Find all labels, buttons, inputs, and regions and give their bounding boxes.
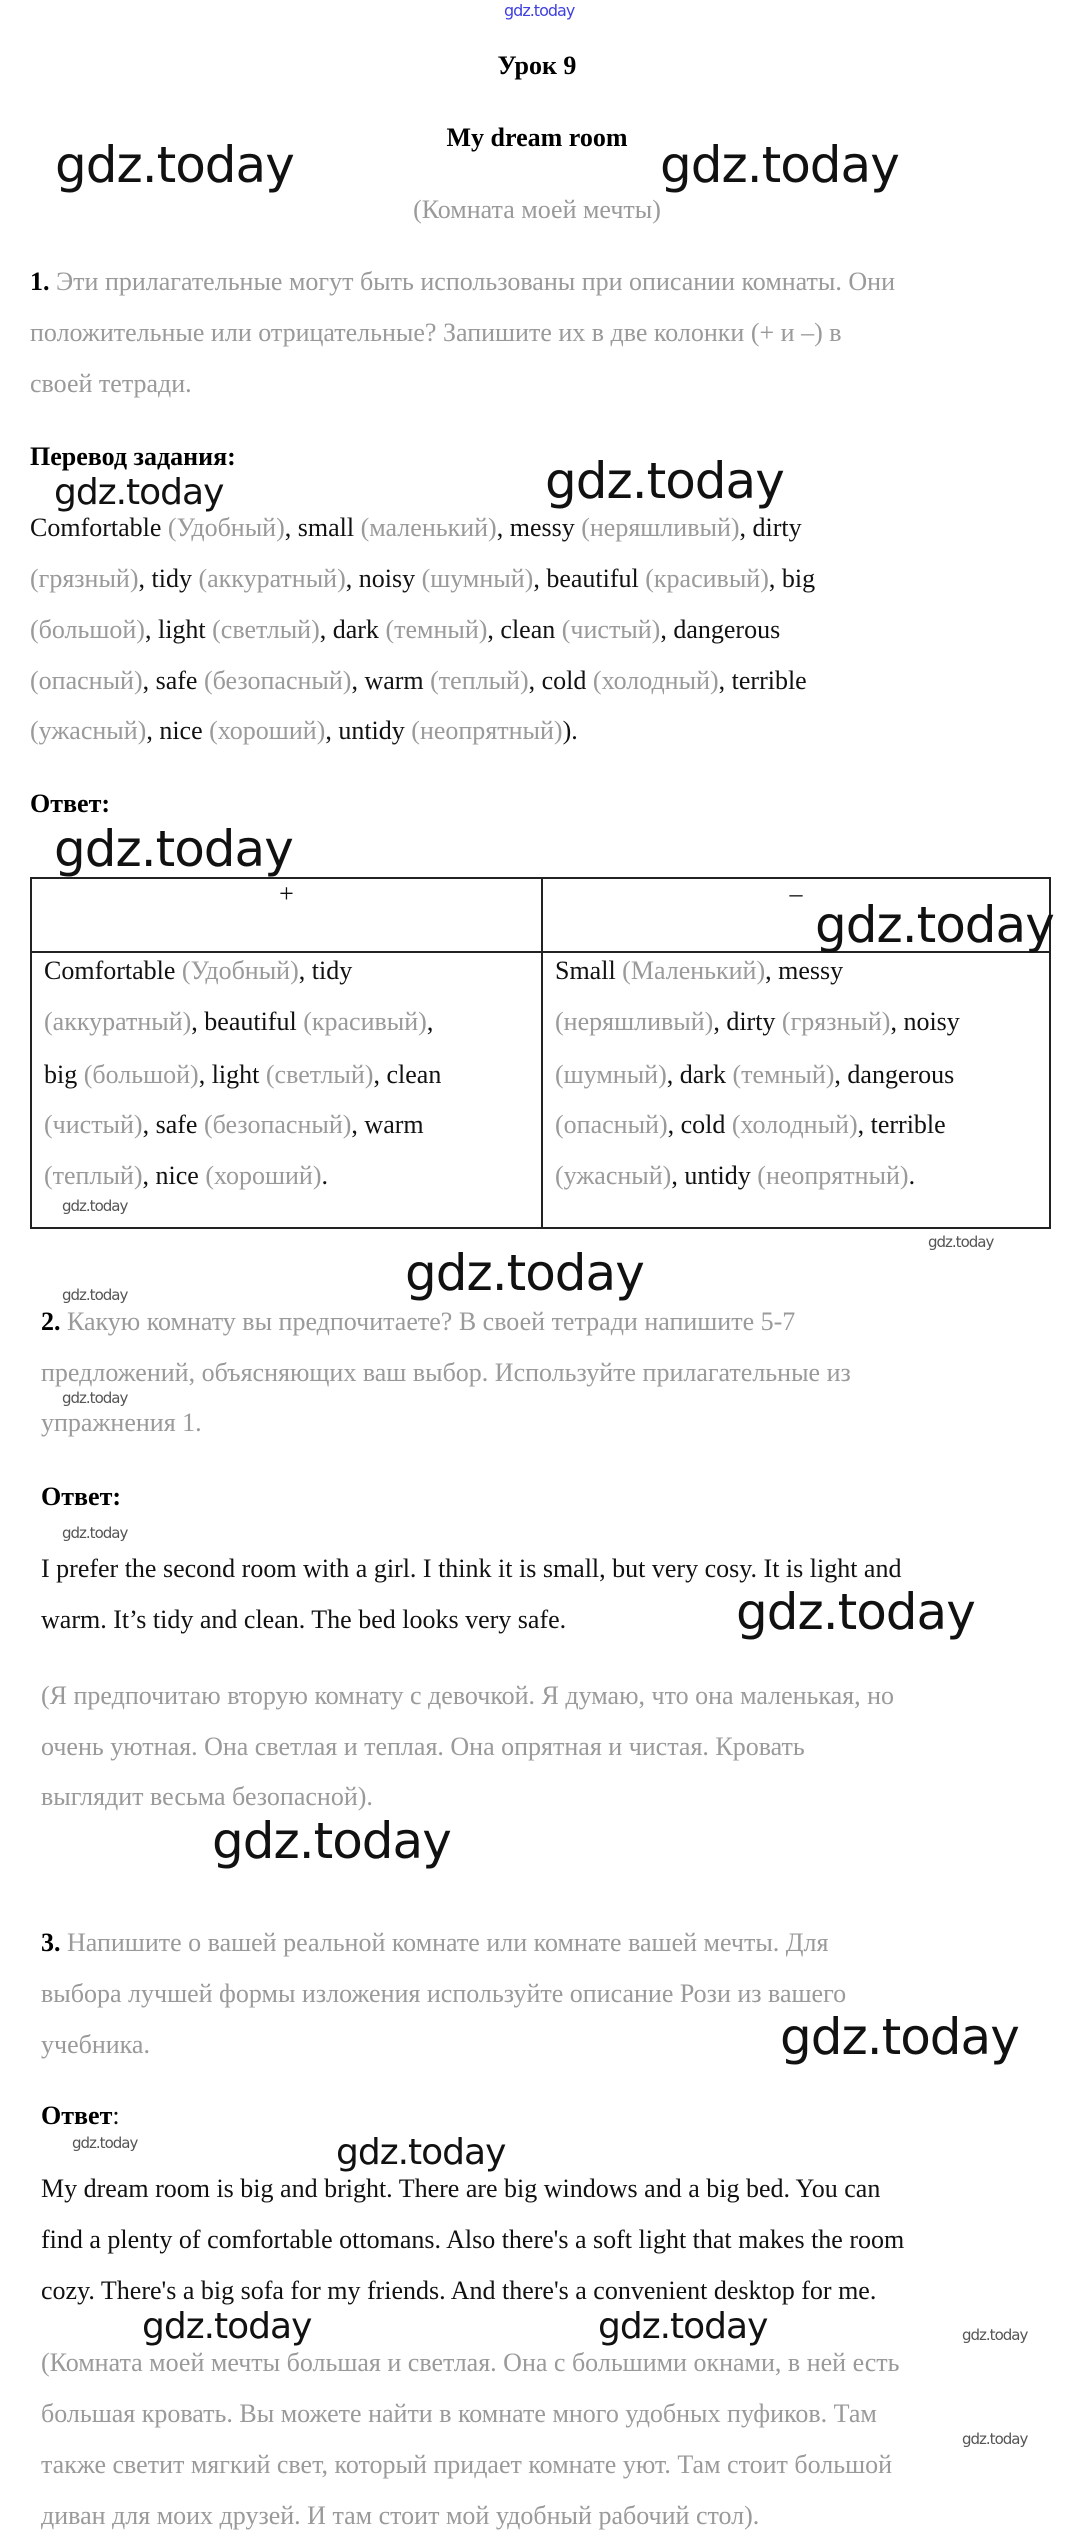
english-text: . xyxy=(321,1161,328,1190)
watermark: gdz.today xyxy=(780,2008,1019,2066)
russian-text: (светлый) xyxy=(265,1060,374,1089)
answer-heading-colon: : xyxy=(112,2101,120,2130)
russian-text: (холодный) xyxy=(592,666,719,695)
item-number: 3. xyxy=(41,1928,61,1957)
russian-text: большая кровать. Вы можете найти в комнате много удобных пуфиков. Там xyxy=(41,2399,877,2428)
russian-text: положительные или отрицательные? Запишите их в две колонки (+ и –) в xyxy=(30,318,842,347)
english-text: , untidy xyxy=(325,716,412,745)
answer-heading-text: Ответ xyxy=(41,2101,113,2130)
watermark: gdz.today xyxy=(54,472,224,513)
russian-text: Какую комнату вы предпочитаете? В своей тетради напишите 5-7 xyxy=(60,1307,796,1336)
english-text: , beautiful xyxy=(533,564,646,593)
english-text: Comfortable xyxy=(30,513,168,542)
english-text: , safe xyxy=(142,1110,204,1139)
watermark-link[interactable]: gdz.today xyxy=(504,1,575,20)
russian-text: также светит мягкий свет, который придает комнате уют. Там стоит большой xyxy=(41,2450,893,2479)
english-text: find a plenty of comfortable ottomans. Also there's a soft light that makes the room xyxy=(41,2225,905,2254)
english-text: , noisy xyxy=(890,1007,960,1036)
russian-text: (Маленький) xyxy=(622,956,766,985)
russian-text: (неопрятный) xyxy=(411,716,563,745)
russian-text: Эти прилагательные могут быть использованы при описании комнаты. Они xyxy=(49,267,895,296)
task-1-line xyxy=(30,318,842,348)
table-line xyxy=(44,1110,424,1140)
english-text: ). xyxy=(562,716,578,745)
russian-text: (опасный) xyxy=(30,666,143,695)
watermark: gdz.today xyxy=(55,136,294,194)
english-text: , dark xyxy=(666,1060,733,1089)
watermark: gdz.today xyxy=(545,452,784,510)
russian-text: (Удобный) xyxy=(167,513,285,542)
watermark: gdz.today xyxy=(62,1524,128,1542)
watermark: gdz.today xyxy=(962,2326,1028,2344)
russian-text: (теплый) xyxy=(430,666,529,695)
answer-line xyxy=(41,2174,880,2204)
english-text: warm. It’s tidy and clean. The bed looks very safe. xyxy=(41,1605,567,1634)
english-text: , xyxy=(426,1007,434,1036)
russian-text: (шумный) xyxy=(421,564,534,593)
task-2-line xyxy=(41,1307,795,1337)
russian-text: (большой) xyxy=(30,615,145,644)
translation-line xyxy=(30,615,780,645)
translation-line xyxy=(30,513,802,543)
answer-translation-line xyxy=(41,2450,892,2480)
english-text: , cold xyxy=(667,1110,732,1139)
english-text: , small xyxy=(284,513,361,542)
english-text: , tidy xyxy=(138,564,199,593)
watermark: gdz.today xyxy=(62,1286,128,1304)
watermark: gdz.today xyxy=(962,2430,1028,2448)
english-text: , untidy xyxy=(671,1161,758,1190)
russian-text: (Комната моей мечты большая и светлая. Она с большими окнами, в ней есть xyxy=(41,2348,900,2377)
watermark: gdz.today xyxy=(336,2132,506,2173)
watermark: gdz.today xyxy=(660,136,899,194)
task-2-line xyxy=(41,1358,851,1388)
russian-text: (хороший) xyxy=(209,716,326,745)
english-text: , messy xyxy=(765,956,844,985)
column-header-positive: + xyxy=(31,878,542,952)
item-number: 1. xyxy=(30,267,50,296)
russian-text: (аккуратный) xyxy=(198,564,346,593)
column-header-negative: – xyxy=(542,878,1050,952)
translation-line xyxy=(30,716,578,746)
english-text: , dirty xyxy=(739,513,802,542)
russian-text: (Я предпочитаю вторую комнату с девочкой. Я думаю, что она маленькая, но xyxy=(41,1681,895,1710)
translation-heading: Перевод задания: xyxy=(30,442,236,471)
table-line xyxy=(555,1161,915,1191)
english-text: , beautiful xyxy=(191,1007,304,1036)
russian-text: (грязный) xyxy=(781,1007,891,1036)
task-1-line xyxy=(30,267,895,297)
task-2-line xyxy=(41,1408,202,1438)
table-line xyxy=(555,1007,960,1037)
russian-text: (шумный) xyxy=(555,1060,667,1089)
english-text: Small xyxy=(555,956,623,985)
answer-heading xyxy=(41,2101,120,2131)
russian-text: (чистый) xyxy=(44,1110,143,1139)
task-3-line xyxy=(41,1928,828,1958)
watermark: gdz.today xyxy=(815,896,1054,954)
russian-text: упражнения 1. xyxy=(41,1408,202,1437)
positive-cell xyxy=(31,952,542,1228)
watermark: gdz.today xyxy=(142,2306,312,2347)
task-3-line xyxy=(41,2030,150,2060)
english-text: , warm xyxy=(351,1110,424,1139)
russian-text: (неряшливый) xyxy=(581,513,740,542)
task-1-line xyxy=(30,369,192,399)
english-text: , dirty xyxy=(713,1007,782,1036)
watermark: gdz.today xyxy=(928,1233,994,1251)
answer-line xyxy=(41,1554,901,1584)
russian-text: выглядит весьма безопасной). xyxy=(41,1782,373,1811)
english-text: , noisy xyxy=(345,564,422,593)
page-subtitle: (Комната моей мечты) xyxy=(413,195,661,224)
translation-line xyxy=(30,564,815,594)
negative-cell xyxy=(542,952,1050,1228)
russian-text: своей тетради. xyxy=(30,369,192,398)
answer-translation-line xyxy=(41,1681,894,1711)
answer-line xyxy=(41,2276,876,2306)
watermark: gdz.today xyxy=(212,1812,451,1870)
watermark: gdz.today xyxy=(598,2306,768,2347)
english-text: , warm xyxy=(351,666,431,695)
table-line xyxy=(44,1007,433,1037)
english-text: , safe xyxy=(142,666,204,695)
answer-heading: Ответ: xyxy=(41,1482,122,1511)
russian-text: (чистый) xyxy=(561,615,661,644)
watermark: gdz.today xyxy=(54,820,293,878)
russian-text: (неопрятный) xyxy=(757,1161,909,1190)
watermark: gdz.today xyxy=(72,2134,138,2152)
table-line xyxy=(555,1110,946,1140)
english-text: big xyxy=(44,1060,84,1089)
answer-heading: Ответ: xyxy=(30,789,111,818)
answer-translation-line xyxy=(41,1782,373,1812)
russian-text: (красивый) xyxy=(303,1007,427,1036)
russian-text: диван для моих друзей. И там стоит мой удобный рабочий стол). xyxy=(41,2501,760,2530)
russian-text: (ужасный) xyxy=(555,1161,672,1190)
english-text: , messy xyxy=(496,513,582,542)
english-text: , dangerous xyxy=(834,1060,955,1089)
watermark: gdz.today xyxy=(62,1389,128,1407)
answer-translation-line xyxy=(41,1732,805,1762)
english-text: , light xyxy=(198,1060,266,1089)
russian-text: (холодный) xyxy=(731,1110,858,1139)
english-text: , cold xyxy=(528,666,593,695)
russian-text: (Удобный) xyxy=(181,956,299,985)
english-text: I prefer the second room with a girl. I think it is small, but very cosy. It is light and xyxy=(41,1554,902,1583)
english-text: , clean xyxy=(373,1060,442,1089)
table-line xyxy=(44,956,352,986)
table-line xyxy=(555,1060,954,1090)
english-text: . xyxy=(908,1161,916,1190)
answer-translation-line xyxy=(41,2399,877,2429)
translation-line xyxy=(30,666,807,696)
page-title: My dream room xyxy=(446,123,628,152)
russian-text: (опасный) xyxy=(555,1110,668,1139)
russian-text: учебника. xyxy=(41,2030,150,2059)
russian-text: предложений, объясняющих ваш выбор. Используйте прилагательные из xyxy=(41,1358,851,1387)
english-text: , dark xyxy=(319,615,386,644)
answer-line xyxy=(41,2225,904,2255)
english-text: , terrible xyxy=(857,1110,946,1139)
english-text: , nice xyxy=(142,1161,206,1190)
russian-text: (хороший) xyxy=(205,1161,322,1190)
task-3-line xyxy=(41,1979,846,2009)
russian-text: (красивый) xyxy=(645,564,769,593)
answer-translation-line xyxy=(41,2348,900,2378)
english-text: , tidy xyxy=(298,956,353,985)
table-line xyxy=(555,956,843,986)
english-text: , dangerous xyxy=(660,615,781,644)
english-text: , big xyxy=(768,564,816,593)
english-text: Comfortable xyxy=(44,956,182,985)
russian-text: (теплый) xyxy=(44,1161,143,1190)
russian-text: выбора лучшей формы изложения используйте описание Рози из вашего xyxy=(41,1979,847,2008)
russian-text: (темный) xyxy=(385,615,488,644)
watermark: gdz.today xyxy=(62,1197,128,1215)
russian-text: (грязный) xyxy=(30,564,139,593)
russian-text: (большой) xyxy=(83,1060,199,1089)
watermark: gdz.today xyxy=(405,1244,644,1302)
russian-text: (ужасный) xyxy=(30,716,147,745)
lesson-number: Урок 9 xyxy=(497,51,577,80)
russian-text: (аккуратный) xyxy=(44,1007,192,1036)
russian-text: Напишите о вашей реальной комнате или комнате вашей мечты. Для xyxy=(60,1928,829,1957)
answer-line xyxy=(41,1605,566,1635)
russian-text: (безопасный) xyxy=(203,666,352,695)
table-line xyxy=(44,1161,328,1191)
english-text: , nice xyxy=(146,716,210,745)
russian-text: (светлый) xyxy=(212,615,320,644)
answer-translation-line xyxy=(41,2501,759,2531)
english-text: , light xyxy=(144,615,213,644)
watermark: gdz.today xyxy=(736,1583,975,1641)
russian-text: (маленький) xyxy=(360,513,497,542)
russian-text: (темный) xyxy=(732,1060,835,1089)
table-line xyxy=(44,1060,441,1090)
item-number: 2. xyxy=(41,1307,61,1336)
russian-text: (безопасный) xyxy=(203,1110,352,1139)
english-text: My dream room is big and bright. There are big windows and a big bed. You can xyxy=(41,2174,881,2203)
english-text: cozy. There's a big sofa for my friends. And there's a convenient desktop for me. xyxy=(41,2276,877,2305)
russian-text: очень уютная. Она светлая и теплая. Она опрятная и чистая. Кровать xyxy=(41,1732,805,1761)
english-text: , clean xyxy=(487,615,562,644)
russian-text: (неряшливый) xyxy=(555,1007,714,1036)
english-text: , terrible xyxy=(718,666,807,695)
